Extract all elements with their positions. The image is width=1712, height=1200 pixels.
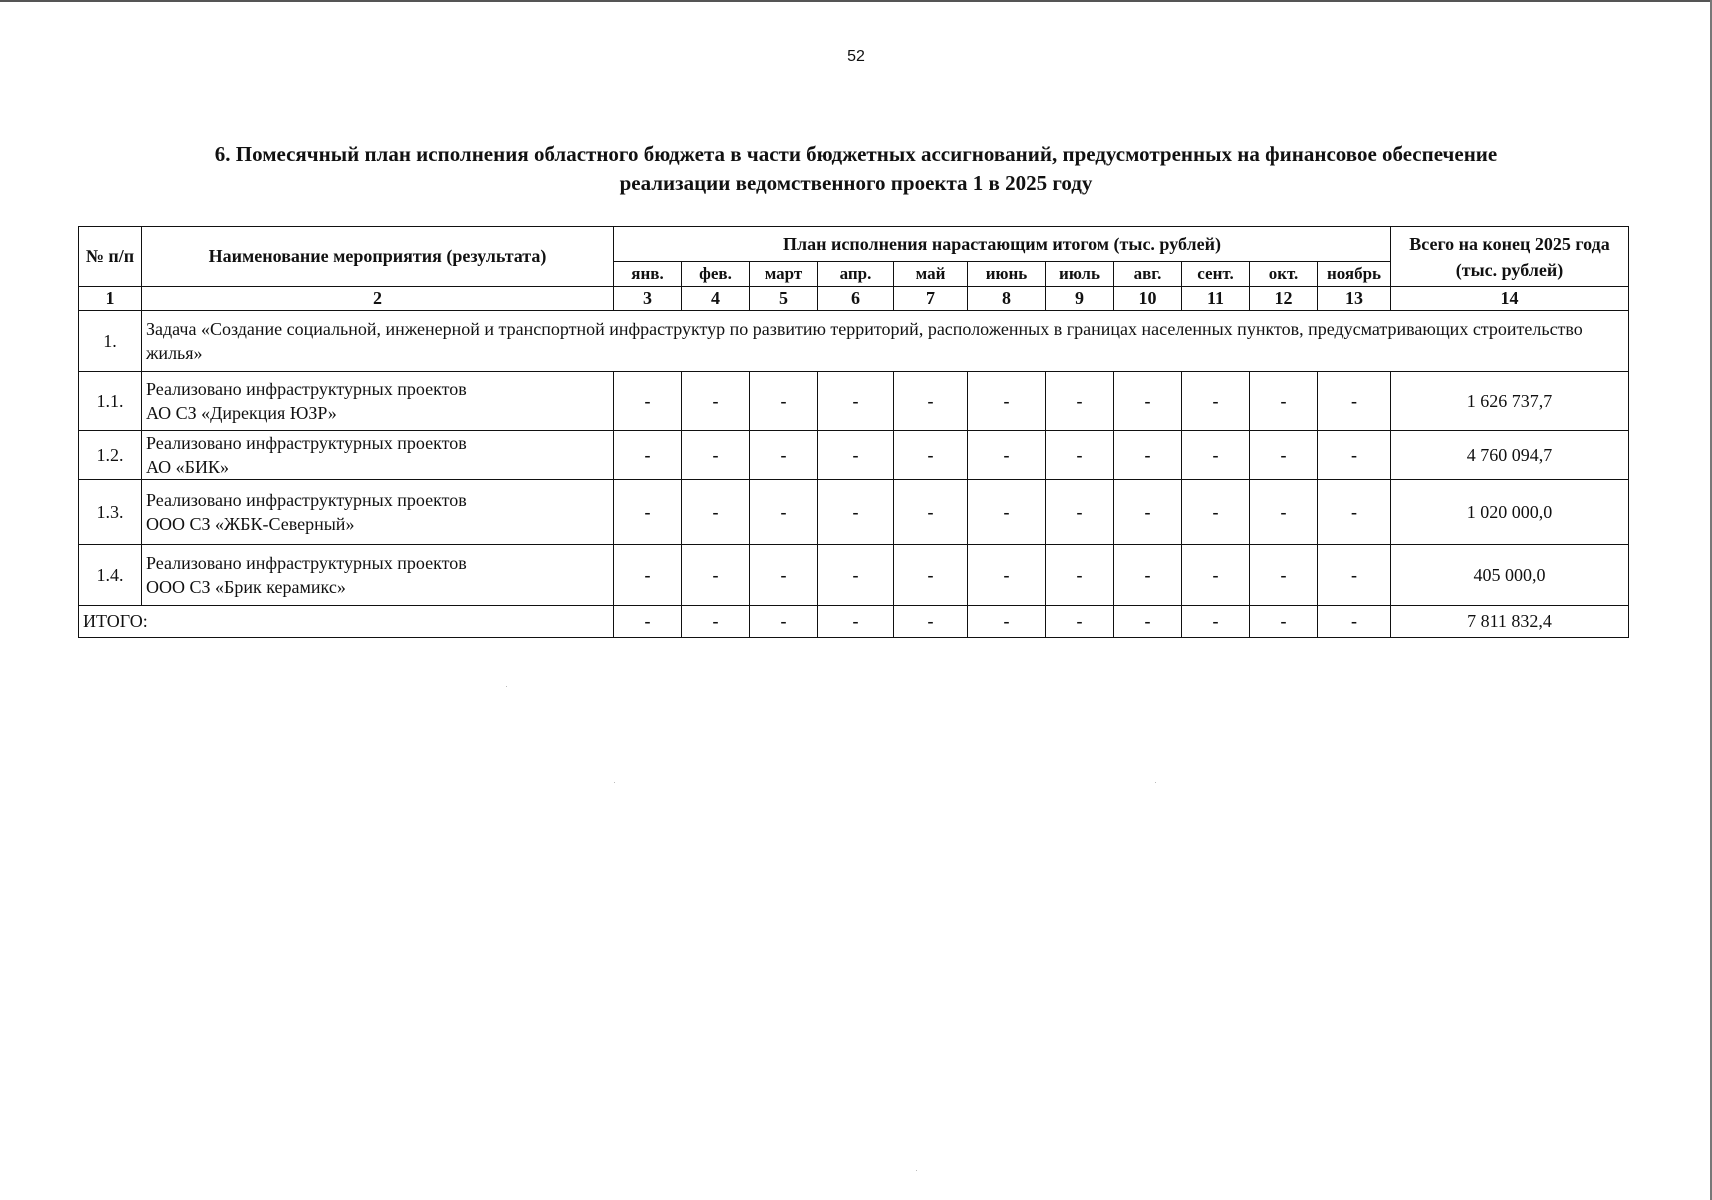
column-number: 5 — [750, 287, 818, 311]
month-value: - — [818, 480, 894, 545]
summary-month-value: - — [682, 606, 750, 638]
scan-speck — [614, 782, 615, 783]
month-value: - — [1318, 372, 1391, 431]
column-number: 4 — [682, 287, 750, 311]
month-value: - — [614, 545, 682, 606]
budget-table-wrapper — [78, 226, 1629, 638]
header-month: июнь — [968, 262, 1046, 287]
month-value: - — [750, 480, 818, 545]
summary-month-value: - — [968, 606, 1046, 638]
month-value: - — [1046, 480, 1114, 545]
header-total-line-1: Всего на конец 2025 года — [1409, 233, 1610, 254]
row-name-line-1: Реализовано инфраструктурных проектов — [146, 433, 467, 453]
header-row-1 — [79, 227, 1629, 262]
month-value: - — [1318, 545, 1391, 606]
header-month: март — [750, 262, 818, 287]
month-value: - — [968, 431, 1046, 480]
month-value: - — [1182, 431, 1250, 480]
summary-month-value: - — [1250, 606, 1318, 638]
page-number: 52 — [847, 48, 865, 65]
task-row — [79, 311, 1629, 372]
month-value: - — [1182, 545, 1250, 606]
column-number: 3 — [614, 287, 682, 311]
month-value: - — [818, 372, 894, 431]
title-line-2: реализации ведомственного проекта 1 в 2025 году — [619, 171, 1093, 195]
table-row — [79, 431, 1629, 480]
row-name-line-2: ООО СЗ «ЖБК-Северный» — [146, 514, 355, 534]
month-value: - — [968, 480, 1046, 545]
month-value: - — [682, 480, 750, 545]
column-number-row — [79, 287, 1629, 311]
task-num: 1. — [79, 311, 142, 372]
summary-month-value: - — [614, 606, 682, 638]
summary-label: ИТОГО: — [79, 606, 614, 638]
row-name — [142, 372, 614, 431]
header-month: фев. — [682, 262, 750, 287]
summary-month-value: - — [818, 606, 894, 638]
row-name — [142, 431, 614, 480]
summary-row — [79, 606, 1629, 638]
column-number: 11 — [1182, 287, 1250, 311]
month-value: - — [894, 372, 968, 431]
header-name: Наименование мероприятия (результата) — [142, 227, 614, 287]
row-num: 1.2. — [79, 431, 142, 480]
row-total: 405 000,0 — [1391, 545, 1629, 606]
table-body — [79, 287, 1629, 638]
summary-month-value: - — [1318, 606, 1391, 638]
month-value: - — [682, 431, 750, 480]
row-num: 1.3. — [79, 480, 142, 545]
month-value: - — [614, 372, 682, 431]
column-number: 2 — [142, 287, 614, 311]
header-month: авг. — [1114, 262, 1182, 287]
month-value: - — [750, 431, 818, 480]
column-number: 6 — [818, 287, 894, 311]
column-number: 13 — [1318, 287, 1391, 311]
row-name — [142, 480, 614, 545]
month-value: - — [1250, 431, 1318, 480]
scan-speck — [916, 1170, 917, 1171]
month-value: - — [1114, 372, 1182, 431]
summary-total: 7 811 832,4 — [1391, 606, 1629, 638]
row-name — [142, 545, 614, 606]
column-number: 9 — [1046, 287, 1114, 311]
header-month: янв. — [614, 262, 682, 287]
month-value: - — [682, 545, 750, 606]
column-number: 12 — [1250, 287, 1318, 311]
column-number: 14 — [1391, 287, 1629, 311]
month-value: - — [1114, 480, 1182, 545]
month-value: - — [1182, 480, 1250, 545]
header-num: № п/п — [79, 227, 142, 287]
header-plan: План исполнения нарастающим итогом (тыс. рублей) — [614, 227, 1391, 262]
summary-month-value: - — [1182, 606, 1250, 638]
month-value: - — [1046, 431, 1114, 480]
row-total: 1 626 737,7 — [1391, 372, 1629, 431]
section-title — [100, 140, 1612, 198]
row-name-line-2: ООО СЗ «Брик керамикс» — [146, 577, 346, 597]
row-name-line-1: Реализовано инфраструктурных проектов — [146, 490, 467, 510]
scan-speck — [506, 686, 507, 687]
header-total — [1391, 227, 1629, 287]
month-value: - — [1046, 545, 1114, 606]
header-total-line-2: (тыс. рублей) — [1455, 259, 1564, 280]
header-month: май — [894, 262, 968, 287]
summary-month-value: - — [894, 606, 968, 638]
table-row — [79, 545, 1629, 606]
budget-plan-table — [78, 226, 1629, 638]
row-name-line-2: АО СЗ «Дирекция ЮЗР» — [146, 403, 337, 423]
month-value: - — [614, 480, 682, 545]
scan-speck — [1155, 782, 1156, 783]
column-number: 10 — [1114, 287, 1182, 311]
summary-month-value: - — [1046, 606, 1114, 638]
month-value: - — [1318, 431, 1391, 480]
month-value: - — [818, 431, 894, 480]
month-value: - — [1046, 372, 1114, 431]
column-number: 8 — [968, 287, 1046, 311]
month-value: - — [818, 545, 894, 606]
row-total: 1 020 000,0 — [1391, 480, 1629, 545]
month-value: - — [614, 431, 682, 480]
table-row — [79, 480, 1629, 545]
month-value: - — [1182, 372, 1250, 431]
row-total: 4 760 094,7 — [1391, 431, 1629, 480]
month-value: - — [682, 372, 750, 431]
month-value: - — [894, 480, 968, 545]
table-header — [79, 227, 1629, 287]
task-text: Задача «Создание социальной, инженерной и транспортной инфраструктур по развитию территорий, расположенных в границах населенных пунктов, предусматривающих строительство жилья» — [142, 311, 1629, 372]
column-number: 7 — [894, 287, 968, 311]
row-name-line-1: Реализовано инфраструктурных проектов — [146, 553, 467, 573]
month-value: - — [1250, 480, 1318, 545]
scan-top-edge — [0, 0, 1712, 2]
header-month: ноябрь — [1318, 262, 1391, 287]
header-month: апр. — [818, 262, 894, 287]
month-value: - — [1250, 372, 1318, 431]
month-value: - — [1250, 545, 1318, 606]
title-line-1: 6. Помесячный план исполнения областного бюджета в части бюджетных ассигнований, предусмотренных на финансовое обеспечение — [214, 142, 1498, 166]
month-value: - — [1318, 480, 1391, 545]
month-value: - — [1114, 431, 1182, 480]
month-value: - — [1114, 545, 1182, 606]
month-value: - — [968, 545, 1046, 606]
header-month: сент. — [1182, 262, 1250, 287]
table-row — [79, 372, 1629, 431]
row-num: 1.1. — [79, 372, 142, 431]
row-name-line-2: АО «БИК» — [146, 457, 229, 477]
summary-month-value: - — [1114, 606, 1182, 638]
header-month: окт. — [1250, 262, 1318, 287]
row-num: 1.4. — [79, 545, 142, 606]
summary-month-value: - — [750, 606, 818, 638]
column-number: 1 — [79, 287, 142, 311]
month-value: - — [968, 372, 1046, 431]
month-value: - — [894, 431, 968, 480]
month-value: - — [750, 545, 818, 606]
header-month: июль — [1046, 262, 1114, 287]
month-value: - — [750, 372, 818, 431]
month-value: - — [894, 545, 968, 606]
row-name-line-1: Реализовано инфраструктурных проектов — [146, 379, 467, 399]
